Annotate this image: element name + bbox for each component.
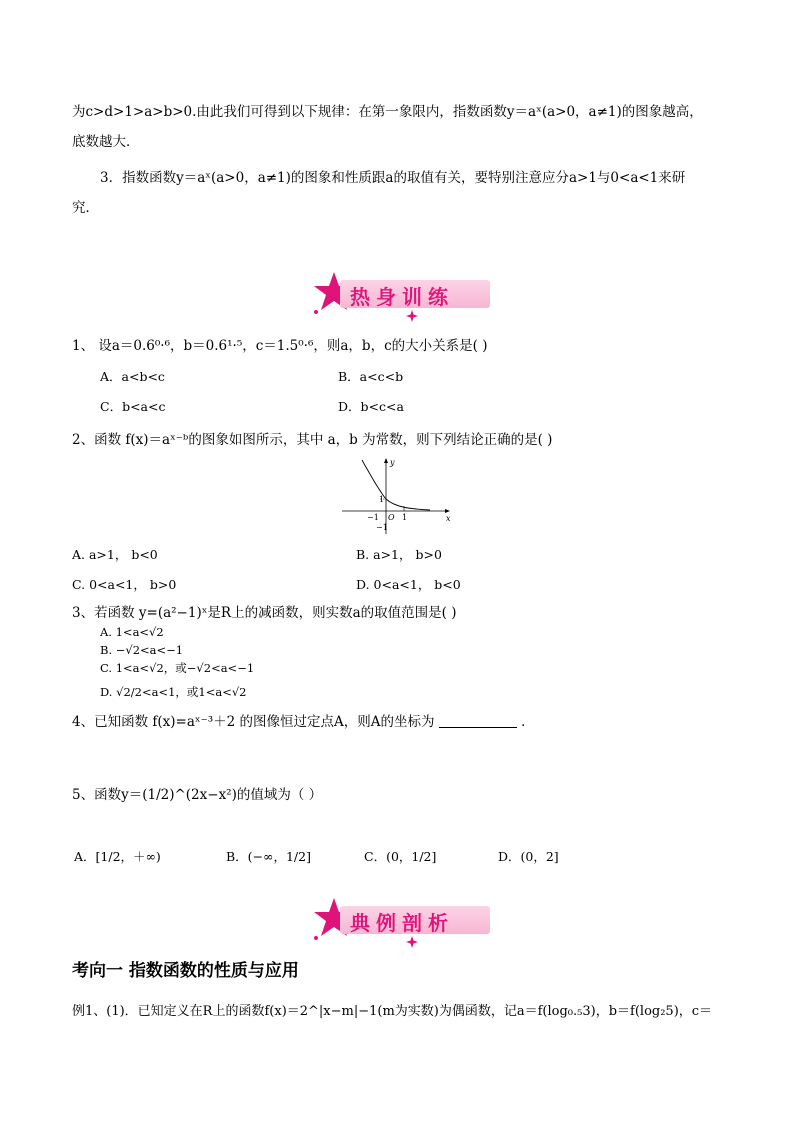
q4-stem <box>72 712 535 732</box>
q2-graph <box>340 456 455 536</box>
q1-option-c: C．b<a<c <box>100 399 166 414</box>
intro-line-3: 3．指数函数y＝aˣ(a>0，a≠1)的图象和性质跟a的取值有关，要特别注意应分a>1与0<a<1来研 <box>100 170 686 186</box>
q4-stem-end: ． <box>516 714 535 730</box>
q1-stem: 1、 设a＝0.6⁰·⁶，b＝0.6¹·⁵，c＝1.5⁰·⁶，则a，b，c的大小关系是( ) <box>72 338 488 354</box>
graph-neg-one-y: −1 <box>376 523 388 532</box>
q4-stem-text: 4、已知函数 f(x)=aˣ⁻³＋2 的图像恒过定点A，则A的坐标为 <box>72 714 439 730</box>
q2-option-d: D. 0<a<1， b<0 <box>356 577 461 592</box>
intro-line-1: 为c>d>1>a>b>0.由此我们可得到以下规律：在第一象限内，指数函数y＝aˣ(a>0，a≠1)的图象越高， <box>72 104 703 120</box>
q5-option-c: C．(0，1/2] <box>364 849 437 864</box>
graph-one-y: 1 <box>379 495 385 504</box>
examples-banner <box>306 896 496 940</box>
example-1: 例1、(1)．已知定义在R上的函数f(x)＝2^|x−m|−1(m为实数)为偶函数，记a＝f(log₀.₅3)，b＝f(log₂5)，c＝ <box>72 1004 713 1019</box>
graph-origin: O <box>388 513 395 522</box>
intro-line-2: 底数越大． <box>72 134 140 150</box>
q4-answer-blank <box>439 713 517 728</box>
sparkle-icon <box>406 310 418 322</box>
banner-title: 热身训练 <box>350 285 454 309</box>
graph-y-label: y <box>390 458 395 467</box>
q2-option-a: A. a>1， b<0 <box>72 547 158 562</box>
banner-title: 典例剖析 <box>350 911 454 935</box>
q5-option-d: D．(0，2] <box>498 849 559 864</box>
q5-option-b: B．(−∞，1/2] <box>226 849 311 864</box>
section-heading: 考向一 指数函数的性质与应用 <box>72 961 299 981</box>
q5-stem: 5、函数y＝(1/2)^(2x−x²)的值域为（ ） <box>72 787 323 803</box>
q2-option-b: B. a>1， b>0 <box>356 547 442 562</box>
q1-option-d: D．b<c<a <box>338 399 404 414</box>
q3-option-a: A. 1<a<√2 <box>100 625 164 639</box>
q3-stem: 3、若函数 y=(a²−1)ˣ是R上的减函数，则实数a的取值范围是( ) <box>72 605 457 621</box>
intro-line-4: 究． <box>72 200 99 216</box>
q2-stem: 2、函数 f(x)＝aˣ⁻ᵇ的图象如图所示，其中 a，b 为常数，则下列结论正确的是( ) <box>72 432 553 448</box>
warmup-banner <box>306 270 496 314</box>
q5-option-a: A．[1/2，＋∞) <box>74 849 161 864</box>
sparkle-icon <box>406 936 418 948</box>
graph-one-x: 1 <box>402 513 408 522</box>
q3-option-c: C. 1<a<√2，或−√2<a<−1 <box>100 661 255 675</box>
q2-option-c: C. 0<a<1， b>0 <box>72 577 177 592</box>
graph-x-label: x <box>446 514 451 523</box>
q1-option-b: B．a<c<b <box>338 369 404 384</box>
q3-option-b: B. −√2<a<−1 <box>100 643 184 657</box>
q3-option-d: D. √2/2<a<1，或1<a<√2 <box>100 685 247 699</box>
graph-neg-one-x: −1 <box>367 513 379 522</box>
q1-option-a: A．a<b<c <box>100 369 165 384</box>
